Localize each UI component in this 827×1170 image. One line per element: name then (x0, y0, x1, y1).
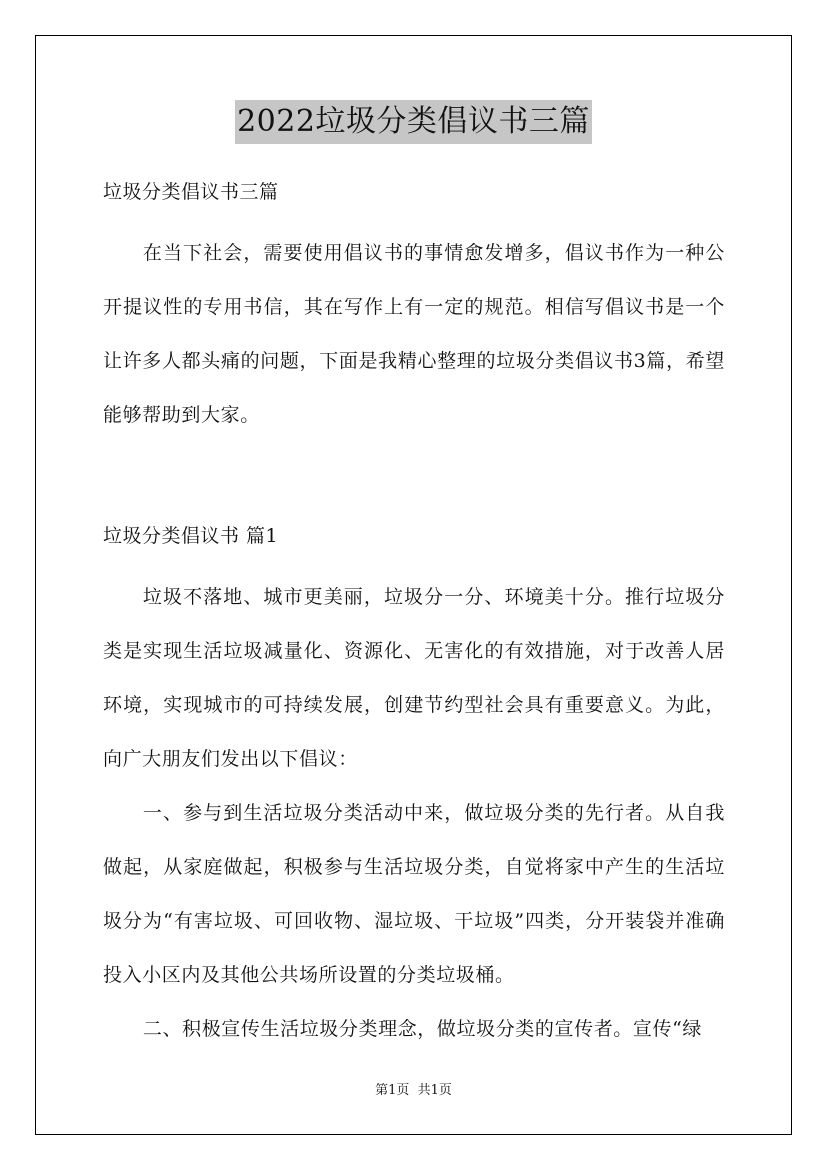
title-container (0, 100, 827, 144)
section-heading: 垃圾分类倡议书 篇1 (103, 525, 279, 547)
document-body (103, 176, 725, 1056)
section-paragraph: 垃圾不落地、城市更美丽，垃圾分一分、环境美十分。推行垃圾分类是实现生活垃圾减量化、资源化、无害化的有效措施，对于改善人居环境，实现城市的可持续发展，创建节约型社会具有重要意义。为此，向广大朋友们发出以下倡议： (103, 586, 725, 770)
document-title: 2022垃圾分类倡议书三篇 (235, 100, 592, 144)
intro-heading: 垃圾分类倡议书三篇 (103, 181, 279, 203)
page-total: 共1页 (417, 1083, 452, 1098)
section-paragraph: 一、参与到生活垃圾分类活动中来，做垃圾分类的先行者。从自我做起，从家庭做起，积极参与生活垃圾分类，自觉将家中产生的生活垃圾分为“有害垃圾、可回收物、湿垃圾、干垃圾”四类，分开装袋并准确投入小区内及其他公共场所设置的分类垃圾桶。 (103, 802, 725, 986)
page-number: 第1页 (375, 1083, 410, 1098)
section-paragraph: 二、积极宣传生活垃圾分类理念，做垃圾分类的宣传者。宣传“绿 (142, 1018, 703, 1040)
page-footer (0, 1082, 827, 1100)
intro-paragraph: 在当下社会，需要使用倡议书的事情愈发增多，倡议书作为一种公开提议性的专用书信，其在写作上有一定的规范。相信写倡议书是一个让许多人都头痛的问题，下面是我精心整理的垃圾分类倡议书3篇，希望能够帮助到大家。 (103, 242, 725, 426)
